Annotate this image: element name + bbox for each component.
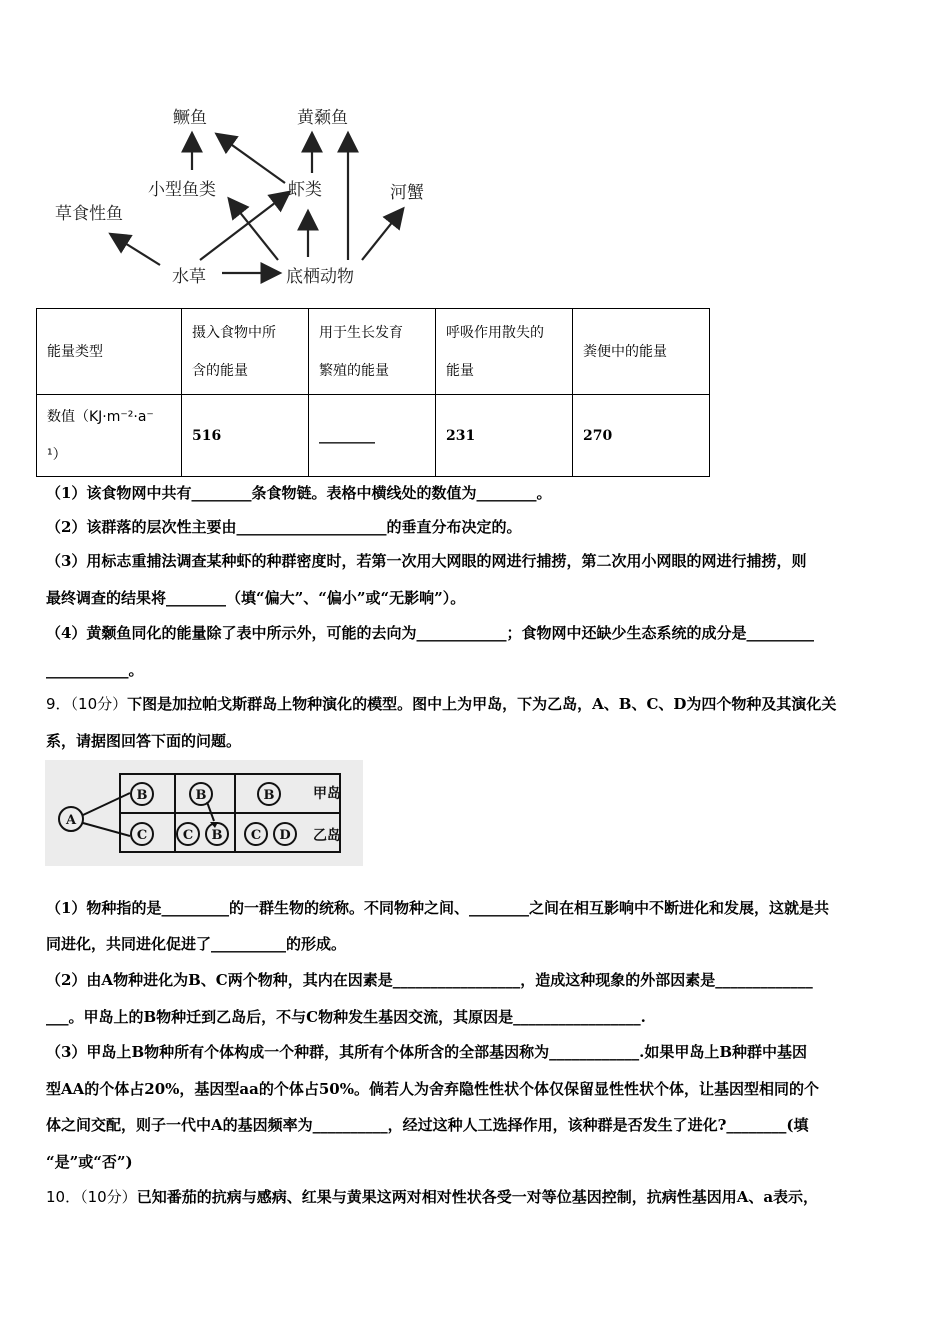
q9-part2-line1: （2）由A物种进化为B、C两个物种，其内在因素是_________________，造成这种现象的外部因素是_____________ [46, 971, 813, 989]
table-cell: 516 [182, 395, 309, 477]
q9-number: 9．（10分） [46, 695, 128, 713]
q8-part4-line2: ___________。 [46, 661, 144, 679]
species-c-label: C [250, 828, 262, 843]
node-hexie: 河蟹 [390, 183, 424, 203]
table-cell: ________ [309, 395, 436, 477]
food-web-diagram [40, 95, 460, 300]
q9-part1-line2: 同进化，共同进化促进了__________的形成。 [46, 935, 347, 953]
table-header-cell: 粪便中的能量 [573, 309, 710, 395]
table-cell: 231 [436, 395, 573, 477]
arrow-shuicao-to-xia [200, 193, 288, 260]
node-xialei: 虾类 [288, 180, 322, 200]
table-header-cell: 用于生长发育 繁殖的能量 [309, 309, 436, 395]
island-evolution-figure [45, 760, 363, 866]
species-d-label: D [279, 828, 291, 843]
node-shuicao: 水草 [172, 267, 206, 287]
q8-part3-line1: （3）用标志重捕法调查某种虾的种群密度时，若第一次用大网眼的网进行捕捞，第二次用小网眼的网进行捕捞，则 [46, 552, 807, 570]
table-header-cell: 呼吸作用散失的 能量 [436, 309, 573, 395]
node-huangsangyu: 黄颡鱼 [297, 108, 348, 128]
table-row-label: 数值（KJ·m⁻²·a⁻ ¹） [37, 395, 182, 477]
species-b-label: B [211, 828, 223, 843]
q9-part3-line2: 型AA的个体占20%，基因型aa的个体占50%。倘若人为舍弃隐性性状个体仅保留显性性状个体，让基因型相同的个 [46, 1080, 819, 1098]
species-c-label: C [182, 828, 194, 843]
q9-part3-line3: 体之间交配，则子一代中A的基因频率为__________，经过这种人工选择作用，该种群是否发生了进化?________(填 [46, 1116, 809, 1134]
node-xiaoxingyulei: 小型鱼类 [148, 180, 216, 200]
table-row [37, 395, 710, 477]
q9-intro-line2: 系，请据图回答下面的问题。 [46, 732, 242, 750]
arrow-diqi-to-xiaoxing [230, 200, 278, 260]
q9-part2-line2: ___。甲岛上的B物种迁到乙岛后，不与C物种发生基因交流，其原因是_________________. [46, 1008, 646, 1026]
q10-number: 10．（10分） [46, 1188, 137, 1206]
energy-table [36, 308, 710, 477]
q9-part3-line4: “是”或“否”) [46, 1153, 133, 1171]
q8-part3-line2: 最终调查的结果将________（填“偏大”、“偏小”或“无影响”）。 [46, 589, 466, 607]
arrow-xia-to-gui [218, 135, 285, 183]
species-b-label: B [263, 788, 275, 803]
q10-line1: 10．（10分）已知番茄的抗病与感病、红果与黄果这两对相对性状各受一对等位基因控制，抗病性基因用A、a表示， [46, 1188, 819, 1206]
island-jia-label: 甲岛 [313, 786, 341, 802]
q9-intro-line1: 9．（10分）下图是加拉帕戈斯群岛上物种演化的模型。图中上为甲岛，下为乙岛，A、B、C、D为四个物种及其演化关 [46, 695, 837, 713]
q8-part1: （1）该食物网中共有________条食物链。表格中横线处的数值为________。 [46, 484, 552, 502]
arrow-diqi-to-hexie [362, 210, 402, 260]
node-diqidongwu: 底栖动物 [286, 267, 354, 287]
species-c-label: C [136, 828, 148, 843]
table-header-cell: 摄入食物中所 含的能量 [182, 309, 309, 395]
species-a-label: A [65, 813, 77, 828]
node-guiyu: 鳜鱼 [173, 108, 207, 128]
q8-part2: （2）该群落的层次性主要由____________________的垂直分布决定的。 [46, 518, 522, 536]
q9-part3-line1: （3）甲岛上B物种所有个体构成一个种群，其所有个体所含的全部基因称为____________.如果甲岛上B种群中基因 [46, 1043, 808, 1061]
table-cell: 270 [573, 395, 710, 477]
species-b-label: B [195, 788, 207, 803]
q9-part1-line1: （1）物种指的是_________的一群生物的统称。不同物种之间、________之间在相互影响中不断进化和发展，这就是共 [46, 899, 829, 917]
node-caoshixingyu: 草食性鱼 [55, 204, 123, 224]
island-yi-label: 乙岛 [313, 828, 341, 844]
table-header-row [37, 309, 710, 395]
q8-part4-line1: （4）黄颡鱼同化的能量除了表中所示外，可能的去向为____________；食物网中还缺少生态系统的成分是_________ [46, 624, 814, 642]
table-header-cell: 能量类型 [37, 309, 182, 395]
arrow-shuicao-to-caoshi [112, 235, 160, 265]
species-b-label: B [136, 788, 148, 803]
